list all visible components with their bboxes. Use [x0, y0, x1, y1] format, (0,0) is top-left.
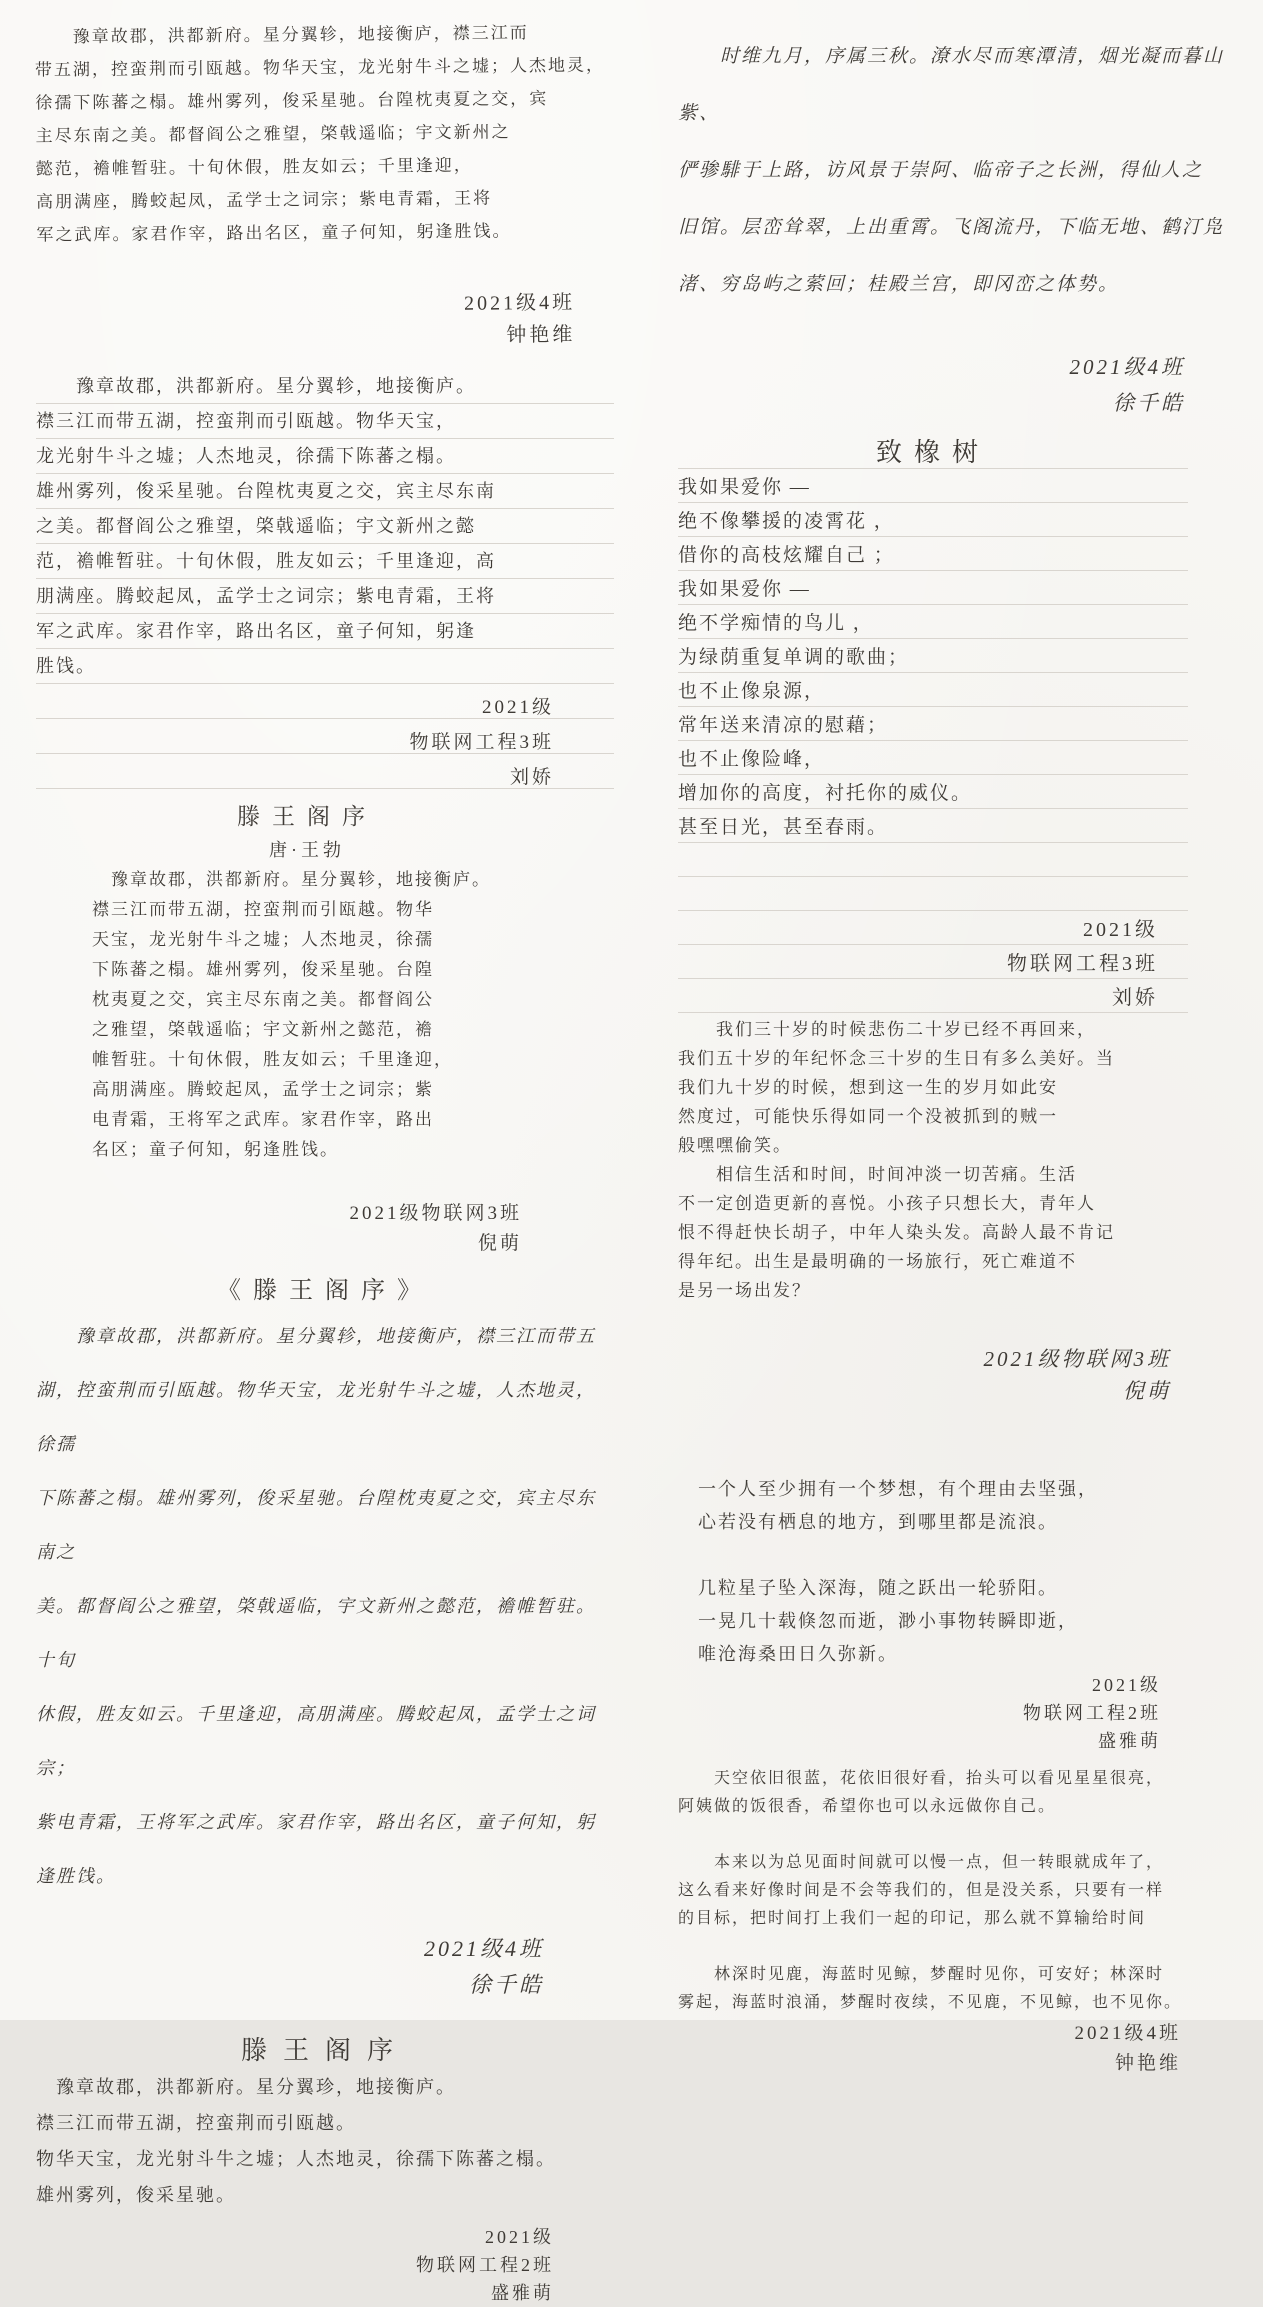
handwritten-line: 之美。都督阎公之雅望，棨戟遥临；宇文新州之懿	[36, 516, 476, 536]
block-body	[92, 865, 522, 1165]
handwritten-line: 休假，胜友如云。千里逢迎，高朋满座。腾蛟起凤，孟学士之词宗；	[36, 1704, 596, 1778]
handwritten-line: 常年送来清凉的慰藉；	[678, 715, 889, 736]
handwriting-block	[678, 1015, 1241, 1407]
handwritten-line: 我们三十岁的时候悲伤二十岁已经不再回来，	[678, 1020, 1096, 1039]
handwritten-line: 我如果爱你 —	[678, 477, 811, 498]
handwritten-line: 天空依旧很蓝，花依旧很好看，抬头可以看见星星很亮，	[678, 1770, 1165, 1787]
handwritten-line: 得年纪。出生是最明确的一场旅行，死亡难道不	[678, 1252, 1077, 1271]
handwritten-line: 借你的高枝炫耀自己 ；	[678, 545, 895, 566]
left-column	[0, 0, 632, 2303]
block-subtitle: 唐·王勃	[269, 840, 345, 860]
handwritten-line: 一晃几十载倏忽而逝，渺小事物转瞬即逝，	[678, 1611, 1078, 1631]
handwriting-block	[678, 28, 1241, 421]
handwriting-block	[678, 1765, 1241, 2079]
block-body	[36, 369, 614, 684]
handwritten-line: 我们九十岁的时候，想到这一生的岁月如此安	[678, 1078, 1058, 1097]
handwritten-line: 襟三江而带五湖，控蛮荆而引瓯越。物华	[92, 900, 434, 919]
block-title: 滕王阁序	[240, 2036, 409, 2065]
handwritten-line: 绝不像攀援的凌霄花 ，	[678, 511, 895, 532]
block-title: 滕王阁序	[237, 804, 377, 829]
handwritten-line: 相信生活和时间，时间冲淡一切苦痛。生活	[678, 1165, 1077, 1184]
handwritten-line: 阿姨做的饭很香，希望你也可以永远做你自己。	[678, 1798, 1057, 1815]
handwritten-line: 本来以为总见面时间就可以慢一点，但一转眼就成年了，	[678, 1854, 1165, 1871]
handwritten-line: 甚至日光，甚至春雨。	[678, 817, 889, 838]
handwritten-line: 的目标，把时间打上我们一起的印记，那么就不算输给时间	[678, 1910, 1147, 1927]
handwritten-line: 林深时见鹿，海蓝时见鲸，梦醒时见你，可安好；林深时	[678, 1966, 1165, 1983]
handwriting-block	[678, 435, 1188, 1015]
handwritten-line: 天宝，龙光射牛斗之墟；人杰地灵，徐孺	[92, 930, 434, 949]
signature-line: 2021级	[481, 697, 554, 718]
handwritten-line	[678, 879, 1188, 913]
signature	[36, 1931, 614, 2003]
handwritten-line	[678, 1539, 1241, 1572]
signature-line: 钟艳维	[506, 323, 576, 347]
handwritten-line: 胜饯。	[36, 656, 96, 676]
handwritten-line: 般嘿嘿偷笑。	[678, 1136, 792, 1155]
signature	[36, 2223, 614, 2307]
signature-line: 2021级	[1092, 1675, 1161, 1695]
handwritten-line: 绝不学痴情的鸟儿 ，	[678, 613, 874, 634]
handwritten-line: 带五湖，控蛮荆而引瓯越。物华天宝，龙光射牛斗之墟；人杰地灵，	[34, 55, 606, 80]
handwritten-line: 一个人至少拥有一个梦想，有个理由去坚强，	[678, 1479, 1098, 1499]
handwritten-line: 几粒星子坠入深海，随之跃出一轮骄阳。	[678, 1578, 1058, 1598]
handwritten-line: 雄州雾列，俊采星驰。	[36, 2185, 236, 2205]
signature-line: 徐千皓	[468, 1972, 544, 1997]
handwritten-line: 雄州雾列，俊采星驰。台隍枕夷夏之交，宾主尽东南	[36, 481, 496, 501]
handwritten-line: 雾起，海蓝时浪涌，梦醒时夜续，不见鹿，不见鲸，也不见你。	[678, 1994, 1183, 2011]
handwritten-line: 物华天宝，龙光射斗牛之墟；人杰地灵，徐孺下陈蕃之榻。	[36, 2149, 556, 2169]
handwritten-line: 恨不得赶快长胡子，中年人染头发。高龄人最不肯记	[678, 1223, 1115, 1242]
signature-line: 2021级物联网3班	[349, 1203, 522, 1224]
signature-line: 2021级物联网3班	[983, 1347, 1171, 1371]
handwritten-line: 我们五十岁的年纪怀念三十岁的生日有多么美好。当	[678, 1049, 1115, 1068]
handwritten-line: 高朋满座，腾蛟起凤，孟学士之词宗；紫电青霜，王将	[36, 188, 493, 212]
handwritten-line: 徐孺下陈蕃之榻。雄州雾列，俊采星驰。台隍枕夷夏之交，宾	[35, 89, 549, 113]
block-title: 《滕王阁序》	[217, 1278, 433, 1304]
signature-line: 盛雅萌	[491, 2283, 554, 2303]
block-body	[678, 1473, 1241, 1671]
handwritten-line: 名区；童子何知，躬逢胜饯。	[92, 1140, 339, 1159]
handwritten-line	[678, 845, 1188, 879]
handwritten-line: 美。都督阎公之雅望，棨戟遥临，宇文新州之懿范，襜帷暂驻。十旬	[36, 1596, 596, 1670]
block-body	[678, 28, 1241, 313]
signature-line: 物联网工程3班	[409, 732, 554, 753]
signature-line: 盛雅萌	[1098, 1731, 1161, 1751]
handwritten-line: 军之武库。家君作宰，路出名区，童子何知，躬逢	[36, 621, 476, 641]
signature	[678, 1343, 1241, 1407]
handwritten-line: 主尽东南之美。都督阎公之雅望，棨戟遥临；宇文新州之	[35, 122, 511, 146]
block-body	[35, 15, 615, 251]
handwritten-line: 心若没有栖息的地方，到哪里都是流浪。	[678, 1512, 1058, 1532]
block-body	[36, 2069, 614, 2213]
block-body	[678, 1765, 1241, 2017]
handwritten-line: 我如果爱你 —	[678, 579, 811, 600]
handwritten-line: 朋满座。腾蛟起凤，孟学士之词宗；紫电青霜，王将	[36, 586, 496, 606]
handwritten-line: 增加你的高度，衬托你的威仪。	[678, 783, 973, 804]
handwriting-block	[36, 1273, 614, 2003]
handwritten-line: 龙光射牛斗之墟；人杰地灵，徐孺下陈蕃之榻。	[36, 446, 456, 466]
handwriting-block	[678, 1473, 1241, 1755]
handwriting-block	[36, 2033, 614, 2307]
handwriting-block	[36, 799, 522, 1259]
handwritten-line: 豫章故郡，洪都新府。星分翼轸，地接衡庐。	[92, 870, 491, 889]
signature-line: 物联网工程3班	[1007, 953, 1158, 975]
signature-line: 2021级4班	[1069, 355, 1185, 379]
handwritten-line: 然度过，可能快乐得如同一个没被抓到的贼一	[678, 1107, 1058, 1126]
signature-line: 倪萌	[477, 1233, 522, 1254]
signature	[37, 286, 616, 355]
signature-line: 2021级4班	[1074, 2023, 1181, 2044]
block-body	[678, 1015, 1241, 1305]
handwritten-line: 下陈蕃之榻。雄州雾列，俊采星驰。台隍枕夷夏之交，宾主尽东南之	[36, 1488, 596, 1562]
signature-line: 倪萌	[1123, 1379, 1171, 1403]
signature	[36, 690, 614, 795]
handwritten-line: 湖，控蛮荆而引瓯越。物华天宝，龙光射牛斗之墟，人杰地灵，徐孺	[36, 1380, 596, 1454]
handwritten-line: 帷暂驻。十旬休假，胜友如云；千里逢迎，	[92, 1050, 453, 1069]
handwriting-block	[35, 15, 616, 355]
handwritten-line: 之雅望，棨戟遥临；宇文新州之懿范，襜	[92, 1020, 434, 1039]
handwritten-line: 豫章故郡，洪都新府。星分翼珍，地接衡庐。	[36, 2077, 456, 2097]
handwritten-line: 下陈蕃之榻。雄州雾列，俊采星驰。台隍	[92, 960, 434, 979]
handwritten-line: 电青霜，王将军之武库。家君作宰，路出	[92, 1110, 434, 1129]
block-title: 致橡树	[875, 438, 990, 467]
signature-line: 2021级	[1083, 919, 1158, 941]
handwriting-block	[36, 369, 614, 795]
right-column	[632, 0, 1263, 2074]
signature-line: 2021级4班	[423, 1936, 544, 1961]
handwritten-line: 是另一场出发？	[678, 1281, 811, 1300]
signature	[678, 349, 1241, 421]
handwritten-line: 这么看来好像时间是不会等我们的，但是没关系，只要有一样	[678, 1882, 1165, 1899]
handwritten-line: 豫章故郡，洪都新府。星分翼轸，地接衡庐，襟三江而带五	[36, 1326, 596, 1346]
signature	[678, 1671, 1241, 1755]
handwritten-line: 枕夷夏之交，宾主尽东南之美。都督阎公	[92, 990, 434, 1009]
signature-line: 钟艳维	[1114, 2053, 1181, 2074]
handwritten-line: 为绿荫重复单调的歌曲；	[678, 647, 910, 668]
signature-line: 2021级4班	[463, 291, 576, 315]
handwritten-line: 渚、穷岛屿之萦回；桂殿兰宫，即冈峦之体势。	[678, 274, 1120, 295]
signature-line: 刘娇	[1112, 987, 1158, 1009]
signature	[92, 1199, 522, 1259]
handwritten-line: 不一定创造更新的喜悦。小孩子只想长大，青年人	[678, 1194, 1096, 1213]
handwritten-line: 懿范，襜帷暂驻。十旬休假，胜友如云；千里逢迎，	[35, 155, 473, 179]
handwritten-line: 旧馆。层峦耸翠，上出重霄。飞阁流丹，下临无地、鹤汀凫	[678, 217, 1225, 238]
handwritten-line: 范，襜帷暂驻。十旬休假，胜友如云；千里逢迎，高	[36, 551, 496, 571]
signature-line: 徐千皓	[1113, 391, 1185, 415]
block-body	[678, 471, 1188, 913]
block-body	[36, 1309, 614, 1903]
handwritten-line: 唯沧海桑田日久弥新。	[678, 1644, 898, 1664]
handwritten-line: 俨骖騑于上路，访风景于崇阿、临帝子之长洲，得仙人之	[678, 160, 1204, 181]
handwritten-line: 豫章故郡，洪都新府。星分翼轸，地接衡庐，襟三江而	[34, 23, 529, 47]
signature	[678, 913, 1188, 1015]
handwritten-line: 襟三江而带五湖，控蛮荆而引瓯越。物华天宝，	[36, 411, 456, 431]
handwritten-line: 高朋满座。腾蛟起凤，孟学士之词宗；紫	[92, 1080, 434, 1099]
signature-line: 刘娇	[509, 767, 554, 788]
signature-line: 物联网工程2班	[1023, 1703, 1161, 1723]
handwritten-line	[678, 1933, 1241, 1961]
handwritten-line: 豫章故郡，洪都新府。星分翼轸，地接衡庐。	[36, 376, 476, 396]
handwritten-line: 时维九月，序属三秋。潦水尽而寒潭清，烟光凝而暮山紫、	[678, 46, 1225, 124]
handwritten-line: 紫电青霜，王将军之武库。家君作宰，路出名区，童子何知，躬逢胜饯。	[36, 1812, 596, 1886]
handwritten-line	[678, 1821, 1241, 1849]
handwritten-line: 军之武库。家君作宰，路出名区，童子何知，躬逢胜饯。	[36, 221, 512, 245]
signature	[678, 2019, 1241, 2079]
handwritten-line: 也不止像险峰，	[678, 749, 826, 770]
signature-line: 物联网工程2班	[416, 2255, 554, 2275]
handwritten-line: 也不止像泉源，	[678, 681, 826, 702]
handwritten-line: 襟三江而带五湖，控蛮荆而引瓯越。	[36, 2113, 356, 2133]
signature-line: 2021级	[485, 2227, 554, 2247]
